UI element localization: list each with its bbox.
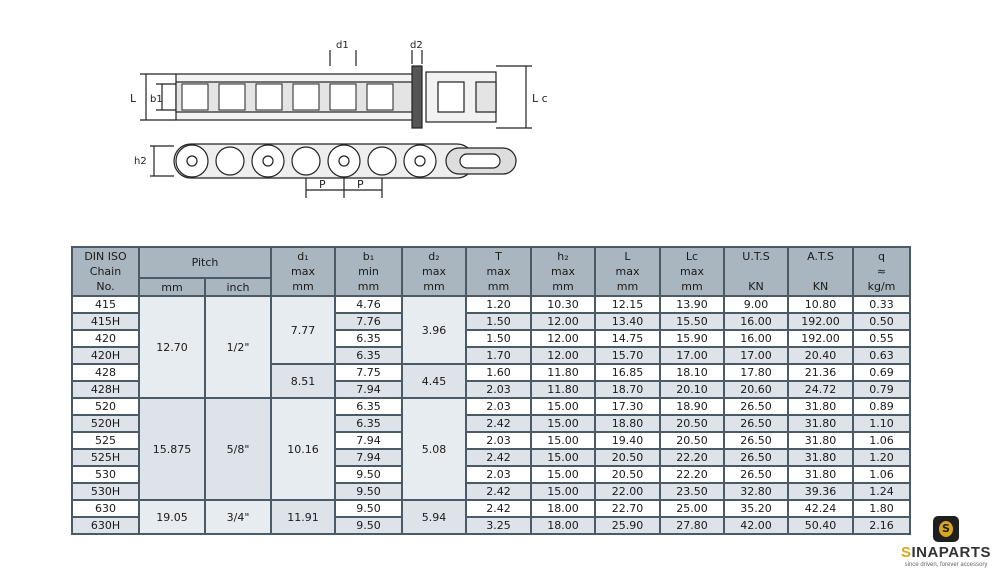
cell-T: 2.03 (466, 381, 531, 398)
logo-name-rest: INAPARTS (911, 544, 992, 561)
cell-L: 18.80 (595, 415, 660, 432)
cell-q: 1.10 (853, 415, 910, 432)
cell-h2: 15.00 (531, 432, 595, 449)
cell-Lc: 18.90 (660, 398, 724, 415)
cell-h2: 15.00 (531, 415, 595, 432)
cell-Lc: 27.80 (660, 517, 724, 534)
cell-b1: 6.35 (335, 398, 402, 415)
cell-uts: 26.50 (724, 432, 788, 449)
col-header-pitch-inch: inch (205, 278, 271, 296)
cell-T: 2.42 (466, 415, 531, 432)
logo-coin-icon: S (939, 521, 953, 537)
cell-pitch-mm: 12.70 (139, 296, 205, 398)
cell-pitch-inch: 1/2" (205, 296, 271, 398)
chain-top-view (140, 50, 532, 128)
dim-label-Lc: L c (532, 92, 548, 105)
cell-Lc: 20.50 (660, 415, 724, 432)
cell-chain-no: 420H (72, 347, 139, 364)
cell-b1: 9.50 (335, 517, 402, 534)
cell-uts: 32.80 (724, 483, 788, 500)
cell-T: 1.50 (466, 313, 531, 330)
cell-ats: 31.80 (788, 449, 853, 466)
cell-ats: 24.72 (788, 381, 853, 398)
cell-uts: 42.00 (724, 517, 788, 534)
cell-T: 2.42 (466, 483, 531, 500)
col-header-d1: d₁ max mm (271, 247, 335, 296)
cell-L: 20.50 (595, 449, 660, 466)
cell-T: 2.42 (466, 500, 531, 517)
cell-uts: 35.20 (724, 500, 788, 517)
cell-chain-no: 630 (72, 500, 139, 517)
cell-uts: 26.50 (724, 415, 788, 432)
cell-uts: 26.50 (724, 466, 788, 483)
cell-Lc: 15.90 (660, 330, 724, 347)
cell-pitch-mm: 19.05 (139, 500, 205, 534)
col-header-Lc: Lc max mm (660, 247, 724, 296)
cell-ats: 10.80 (788, 296, 853, 313)
cell-h2: 15.00 (531, 398, 595, 415)
cell-h2: 12.00 (531, 347, 595, 364)
cell-L: 19.40 (595, 432, 660, 449)
cell-b1: 7.94 (335, 381, 402, 398)
col-header-uts: U.T.S KN (724, 247, 788, 296)
cell-uts: 16.00 (724, 330, 788, 347)
cell-Lc: 22.20 (660, 466, 724, 483)
dim-label-p1: P (319, 178, 326, 191)
cell-q: 1.20 (853, 449, 910, 466)
cell-h2: 18.00 (531, 517, 595, 534)
dim-label-L: L (130, 92, 137, 105)
cell-uts: 16.00 (724, 313, 788, 330)
cell-ats: 31.80 (788, 466, 853, 483)
cell-q: 1.80 (853, 500, 910, 517)
cell-q: 1.24 (853, 483, 910, 500)
cell-uts: 17.00 (724, 347, 788, 364)
cell-chain-no: 428 (72, 364, 139, 381)
cell-ats: 20.40 (788, 347, 853, 364)
cell-chain-no: 415 (72, 296, 139, 313)
cell-d2: 4.45 (402, 364, 466, 398)
cell-ats: 31.80 (788, 415, 853, 432)
cell-q: 1.06 (853, 466, 910, 483)
cell-h2: 15.00 (531, 449, 595, 466)
cell-T: 1.60 (466, 364, 531, 381)
dim-label-d2: d2 (410, 40, 423, 51)
cell-L: 15.70 (595, 347, 660, 364)
cell-ats: 21.36 (788, 364, 853, 381)
cell-T: 1.20 (466, 296, 531, 313)
cell-Lc: 17.00 (660, 347, 724, 364)
cell-h2: 15.00 (531, 483, 595, 500)
cell-d1: 7.77 (271, 296, 335, 364)
cell-d2: 3.96 (402, 296, 466, 364)
cell-ats: 192.00 (788, 313, 853, 330)
cell-q: 0.63 (853, 347, 910, 364)
cell-ats: 31.80 (788, 432, 853, 449)
cell-b1: 9.50 (335, 466, 402, 483)
cell-L: 25.90 (595, 517, 660, 534)
cell-q: 0.33 (853, 296, 910, 313)
cell-T: 3.25 (466, 517, 531, 534)
col-header-pitch-mm: mm (139, 278, 205, 296)
cell-L: 20.50 (595, 466, 660, 483)
cell-h2: 12.00 (531, 313, 595, 330)
cell-T: 1.50 (466, 330, 531, 347)
cell-b1: 7.76 (335, 313, 402, 330)
cell-uts: 20.60 (724, 381, 788, 398)
cell-h2: 12.00 (531, 330, 595, 347)
cell-T: 1.70 (466, 347, 531, 364)
brand-logo (900, 516, 992, 576)
cell-ats: 192.00 (788, 330, 853, 347)
col-header-ats: A.T.S KN (788, 247, 853, 296)
cell-h2: 15.00 (531, 466, 595, 483)
cell-Lc: 23.50 (660, 483, 724, 500)
cell-chain-no: 420 (72, 330, 139, 347)
cell-L: 12.15 (595, 296, 660, 313)
cell-chain-no: 630H (72, 517, 139, 534)
cell-ats: 50.40 (788, 517, 853, 534)
cell-q: 0.89 (853, 398, 910, 415)
cell-L: 18.70 (595, 381, 660, 398)
cell-uts: 26.50 (724, 449, 788, 466)
cell-b1: 9.50 (335, 500, 402, 517)
cell-d1: 8.51 (271, 364, 335, 398)
cell-chain-no: 415H (72, 313, 139, 330)
cell-q: 0.55 (853, 330, 910, 347)
cell-chain-no: 520 (72, 398, 139, 415)
chain-diagram (120, 36, 560, 206)
cell-q: 0.69 (853, 364, 910, 381)
cell-q: 0.79 (853, 381, 910, 398)
cell-d2: 5.94 (402, 500, 466, 534)
cell-Lc: 13.90 (660, 296, 724, 313)
logo-wordmark (900, 544, 992, 561)
cell-h2: 11.80 (531, 364, 595, 381)
table-row (72, 398, 910, 415)
col-header-q: q ≈ kg/m (853, 247, 910, 296)
cell-d1: 10.16 (271, 398, 335, 500)
cell-T: 2.42 (466, 449, 531, 466)
cell-b1: 6.35 (335, 330, 402, 347)
col-header-chain-no: DIN ISO Chain No. (72, 247, 139, 296)
cell-L: 16.85 (595, 364, 660, 381)
cell-chain-no: 525 (72, 432, 139, 449)
cell-pitch-inch: 3/4" (205, 500, 271, 534)
cell-L: 13.40 (595, 313, 660, 330)
cell-Lc: 18.10 (660, 364, 724, 381)
cell-L: 14.75 (595, 330, 660, 347)
cell-chain-no: 428H (72, 381, 139, 398)
cell-ats: 31.80 (788, 398, 853, 415)
col-header-T: T max mm (466, 247, 531, 296)
dim-label-d1: d1 (336, 40, 349, 51)
cell-h2: 11.80 (531, 381, 595, 398)
cell-T: 2.03 (466, 466, 531, 483)
cell-b1: 6.35 (335, 415, 402, 432)
cell-b1: 7.94 (335, 432, 402, 449)
cell-chain-no: 520H (72, 415, 139, 432)
chain-side-view (150, 144, 516, 198)
cell-pitch-mm: 15.875 (139, 398, 205, 500)
cell-Lc: 22.20 (660, 449, 724, 466)
table-row (72, 296, 910, 313)
cell-chain-no: 530H (72, 483, 139, 500)
dim-label-p2: P (357, 178, 364, 191)
col-header-L: L max mm (595, 247, 660, 296)
cell-Lc: 20.50 (660, 432, 724, 449)
cell-uts: 26.50 (724, 398, 788, 415)
dim-label-b1: b1 (150, 94, 163, 105)
cell-d1: 11.91 (271, 500, 335, 534)
cell-L: 17.30 (595, 398, 660, 415)
chain-spec-table (71, 246, 911, 535)
col-header-pitch: Pitch (139, 247, 271, 278)
cell-b1: 6.35 (335, 347, 402, 364)
cell-Lc: 15.50 (660, 313, 724, 330)
logo-badge-icon (933, 516, 959, 542)
cell-pitch-inch: 5/8" (205, 398, 271, 500)
cell-chain-no: 525H (72, 449, 139, 466)
cell-ats: 42.24 (788, 500, 853, 517)
logo-initial: S (900, 544, 912, 561)
col-header-h2: h₂ max mm (531, 247, 595, 296)
cell-uts: 17.80 (724, 364, 788, 381)
cell-L: 22.00 (595, 483, 660, 500)
cell-T: 2.03 (466, 432, 531, 449)
cell-b1: 7.75 (335, 364, 402, 381)
col-header-d2: d₂ max mm (402, 247, 466, 296)
table-row (72, 500, 910, 517)
cell-T: 2.03 (466, 398, 531, 415)
cell-q: 2.16 (853, 517, 910, 534)
cell-Lc: 25.00 (660, 500, 724, 517)
cell-chain-no: 530 (72, 466, 139, 483)
cell-b1: 7.94 (335, 449, 402, 466)
dim-label-h2: h2 (134, 156, 147, 167)
cell-q: 0.50 (853, 313, 910, 330)
col-header-b1: b₁ min mm (335, 247, 402, 296)
cell-b1: 9.50 (335, 483, 402, 500)
cell-L: 22.70 (595, 500, 660, 517)
cell-uts: 9.00 (724, 296, 788, 313)
logo-tagline: since driven, forever accessory (904, 562, 988, 568)
cell-q: 1.06 (853, 432, 910, 449)
cell-d2: 5.08 (402, 398, 466, 500)
cell-ats: 39.36 (788, 483, 853, 500)
cell-b1: 4.76 (335, 296, 402, 313)
cell-Lc: 20.10 (660, 381, 724, 398)
cell-h2: 18.00 (531, 500, 595, 517)
cell-h2: 10.30 (531, 296, 595, 313)
